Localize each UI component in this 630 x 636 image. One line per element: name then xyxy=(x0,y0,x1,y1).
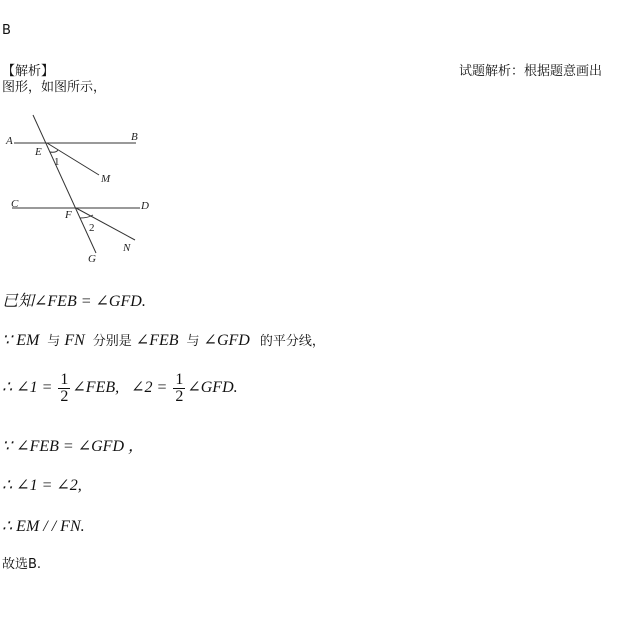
angle-gfd: ∠GFD xyxy=(203,332,250,349)
fraction-denominator-2: 2 xyxy=(175,388,184,405)
fraction-numerator: 1 xyxy=(60,371,69,388)
fraction-numerator-2: 1 xyxy=(175,371,184,388)
label-e: E xyxy=(35,146,42,158)
answer-text: B xyxy=(2,23,11,38)
bisector-text: 的平分线， xyxy=(259,333,325,348)
step-therefore-3: ∴ EM / / FN. xyxy=(2,518,85,535)
step-therefore-2: ∴ ∠1 = ∠2, xyxy=(2,477,82,494)
fraction-half-2 xyxy=(173,372,185,405)
var-fn: FN xyxy=(64,332,85,349)
ray-fn xyxy=(76,208,135,240)
label-n: N xyxy=(123,242,131,254)
angle-2-arc xyxy=(80,215,93,218)
label-f: F xyxy=(65,209,72,221)
analysis-heading: 【解析】 xyxy=(2,64,55,79)
angle-1-eq: ∠1 = xyxy=(16,379,53,397)
angle-gfd-half: ∠GFD. xyxy=(187,379,238,397)
label-a: A xyxy=(6,135,13,147)
angle-feb: ∠FEB xyxy=(135,332,179,349)
step-because-2: ∵ ∠FEB = ∠GFD ， xyxy=(2,438,144,455)
therefore-symbol: ∴ xyxy=(2,379,13,397)
angle-1-arc xyxy=(50,150,58,152)
because-symbol: ∵ xyxy=(2,332,13,349)
angle-2-eq: ∠2 = xyxy=(131,379,168,397)
step-given: 已知∠FEB = ∠GFD. xyxy=(2,293,146,310)
label-g: G xyxy=(88,253,96,265)
analysis-intro: 图形，如图所示， xyxy=(2,80,107,95)
var-em: EM xyxy=(16,332,40,349)
connector-respectively: 分别是 xyxy=(92,333,132,348)
step-therefore-1 xyxy=(2,372,238,405)
label-angle-1: 1 xyxy=(54,156,60,168)
fraction-half xyxy=(58,372,70,405)
step-because-1 xyxy=(2,330,325,350)
conclusion-text: 故选B. xyxy=(2,557,42,572)
connector-and: 与 xyxy=(47,333,61,348)
label-angle-2: 2 xyxy=(89,222,95,234)
label-d: D xyxy=(141,200,149,212)
geometry-figure xyxy=(0,105,180,270)
label-m: M xyxy=(101,173,111,185)
label-c: C xyxy=(11,198,19,210)
label-b: B xyxy=(131,131,138,143)
fraction-denominator: 2 xyxy=(60,388,69,405)
analysis-right-note: 试题解析：根据题意画出 xyxy=(459,64,603,79)
angle-feb-half: ∠FEB, xyxy=(72,379,120,397)
connector-and-2: 与 xyxy=(186,333,200,348)
transversal-line xyxy=(33,115,96,253)
